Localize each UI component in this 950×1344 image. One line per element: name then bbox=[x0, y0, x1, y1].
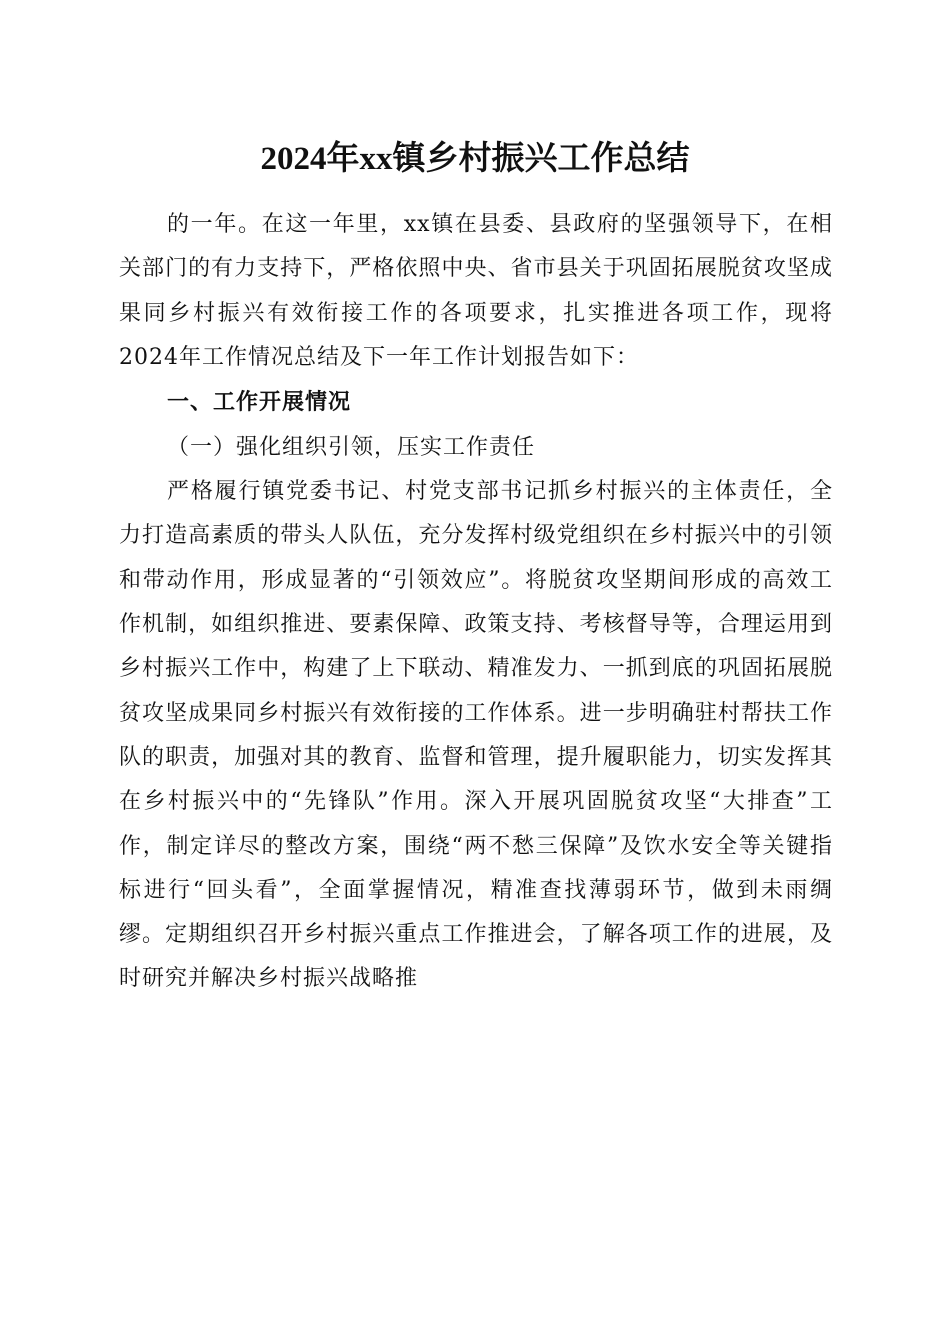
subsection-heading: （一）强化组织引领，压实工作责任 bbox=[167, 435, 536, 461]
body-paragraph: 严格履行镇党委书记、村党支部书记抓乡村振兴的主体责任，全力打造高素质的带头人队伍，充分发挥村级党组织在乡村振兴中的引领和带动作用，形成显著的“引领效应”。将脱贫攻坚期间形成的高效工作机制，如组织推进、要素保障、政策支持、考核督导等，合理运用到乡村振兴工作中，构建了上下联动、精准发力、一抓到底的巩固拓展脱贫攻坚成果同乡村振兴有效衔接的工作体系。进一步明确驻村帮扶工作队的职责，加强对其的教育、监督和管理，提升履职能力，切实发挥其在乡村振兴中的“先锋队”作用。深入开展巩固脱贫攻坚“大排查”工作，制定详尽的整改方案，围绕“两不愁三保障”及饮水安全等关键指标进行“回头看”，全面掌握情况，精准查找薄弱环节，做到未雨绸缪。定期组织召开乡村振兴重点工作推进会，了解各项工作的进展，及时研究并解决乡村振兴战略推 bbox=[119, 479, 833, 992]
section-heading: 一、工作开展情况 bbox=[167, 390, 352, 416]
intro-paragraph: 的一年。在这一年里，xx镇在县委、县政府的坚强领导下，在相关部门的有力支持下，严格依照中央、省市县关于巩固拓展脱贫攻坚成果同乡村振兴有效衔接工作的各项要求，扎实推进各项工作，现将2024年工作情况总结及下一年工作计划报告如下： bbox=[119, 212, 833, 370]
document-body bbox=[119, 203, 833, 1002]
document-title: 2024年xx镇乡村振兴工作总结 bbox=[260, 141, 690, 177]
